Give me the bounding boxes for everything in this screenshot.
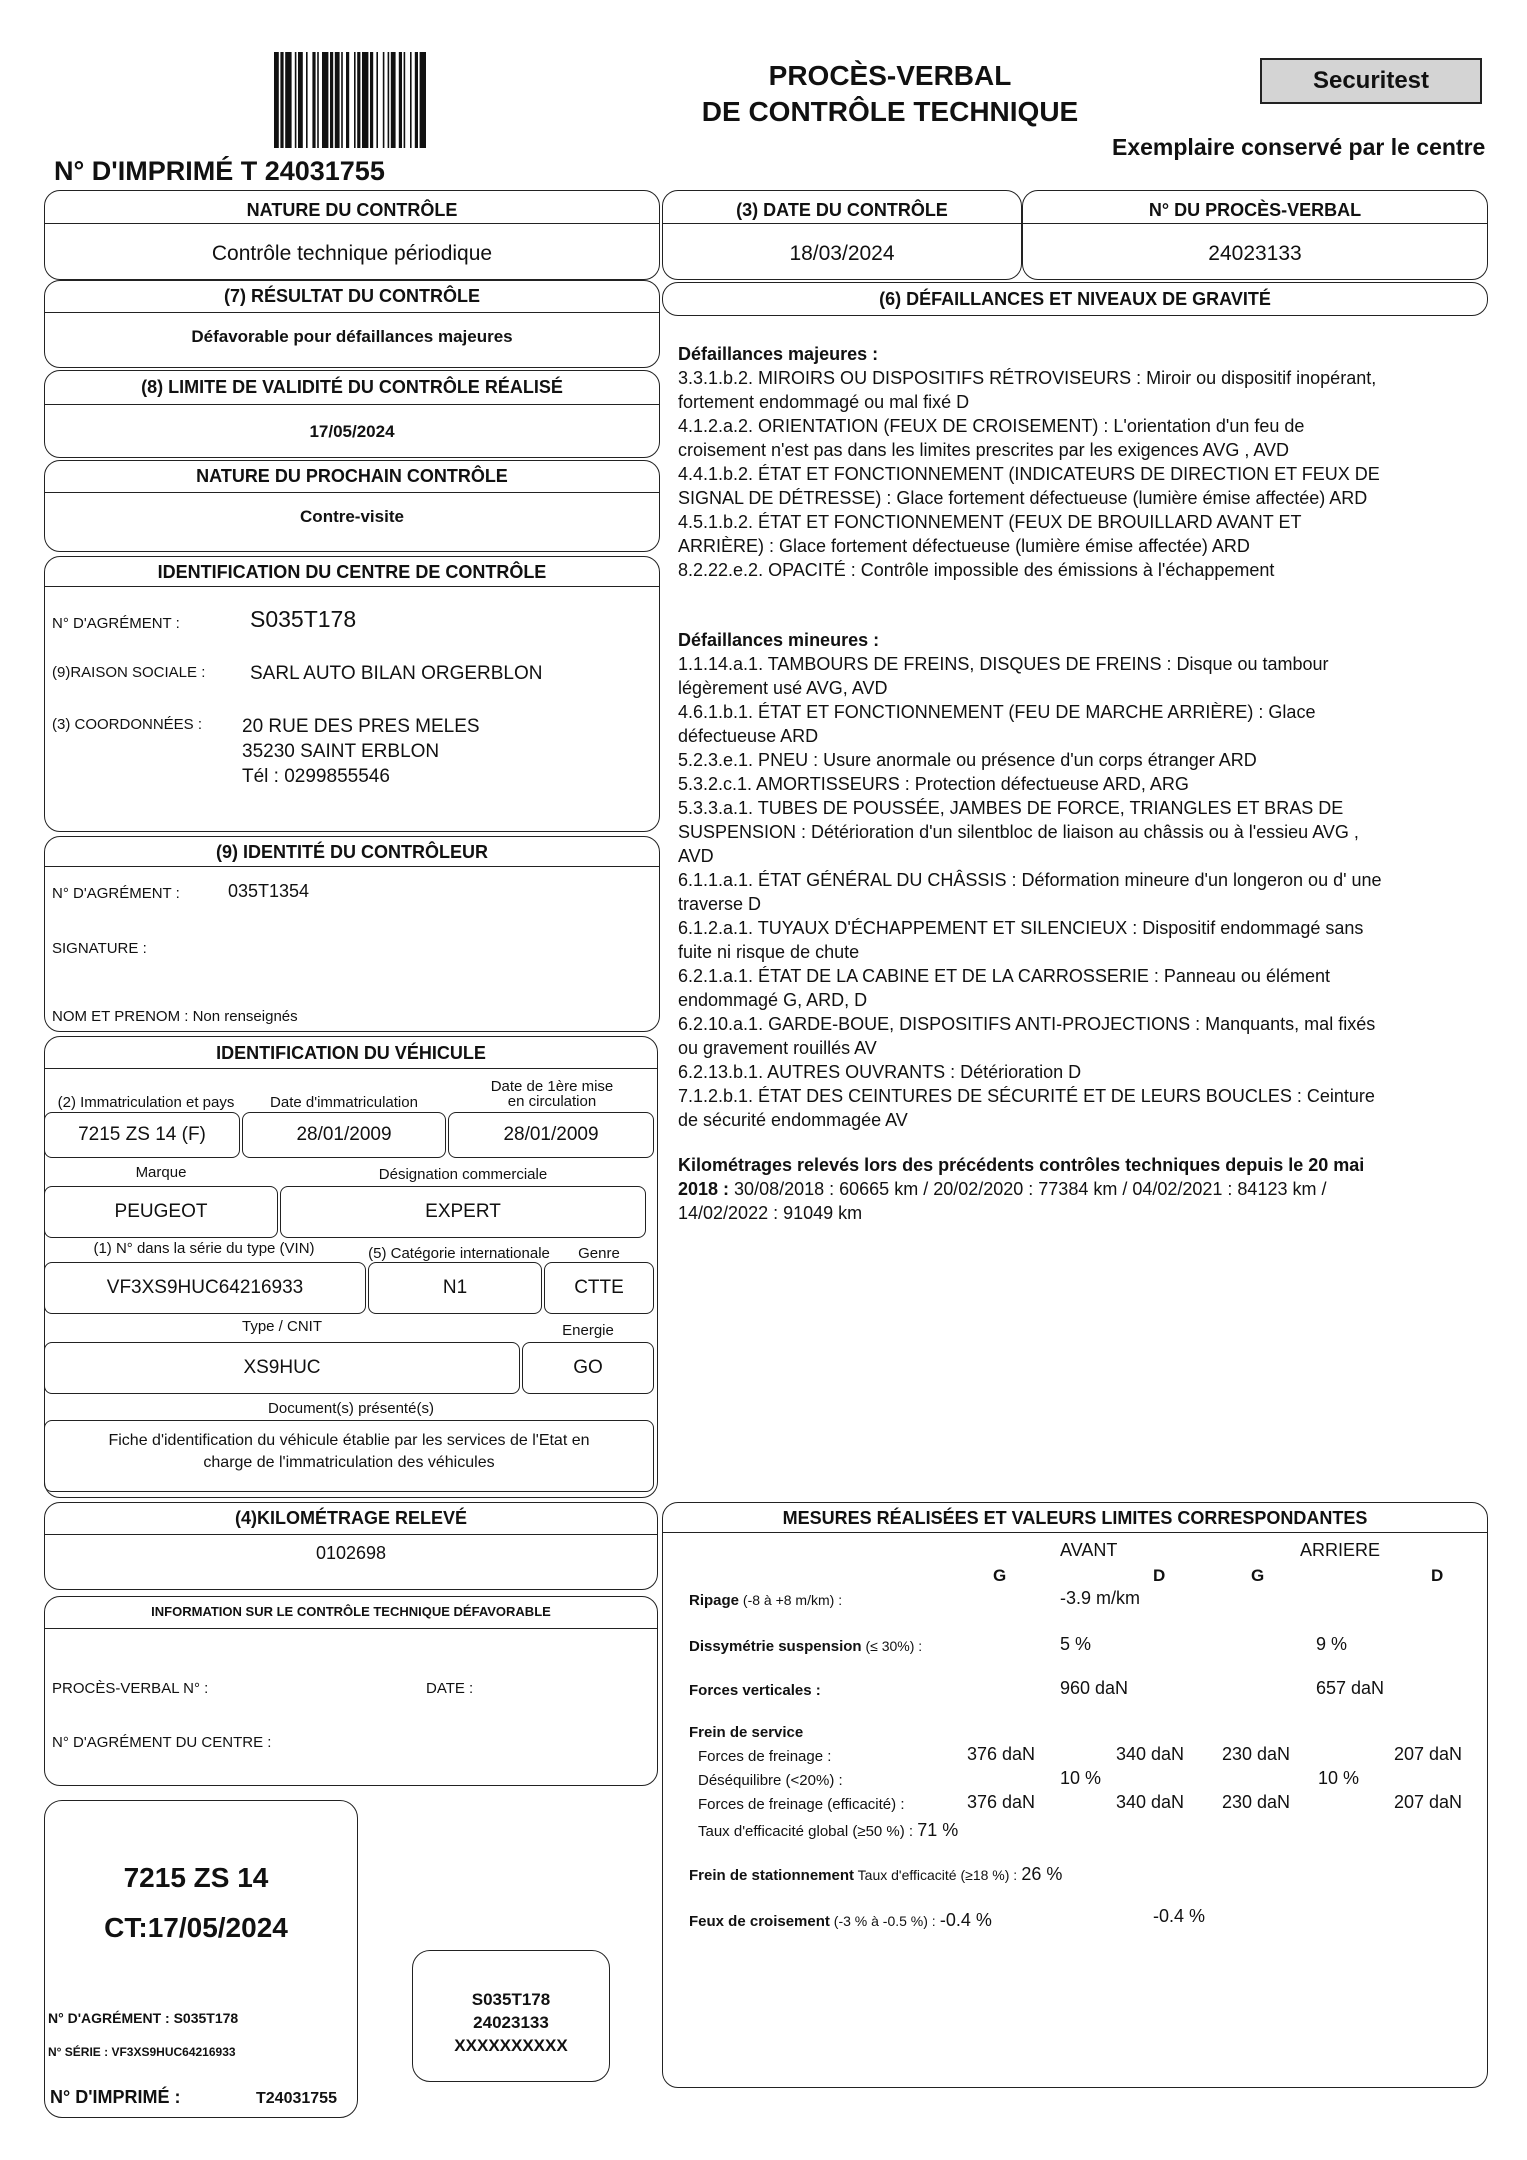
- fv-ar: 657 daN: [1316, 1678, 1385, 1698]
- result-title: (7) RÉSULTAT DU CONTRÔLE: [224, 286, 480, 306]
- ripage-row: Ripage (-8 à +8 m/km) :: [689, 1592, 843, 1609]
- ar-d-label: D: [1431, 1566, 1444, 1585]
- defect-item: 4.4.1.b.2. ÉTAT ET FONCTIONNEMENT (INDICATEURS DE DIRECTION ET FEUX DE SIGNAL DE DÉTRESSE) : Glace fortement défectueuse (lumière émise affectée) ARD: [678, 464, 1380, 508]
- avant-label: AVANT: [1060, 1540, 1118, 1560]
- fc-row: Feux de croisement (-3 % à -0.5 %) : -0.4 %: [689, 1910, 992, 1930]
- defect-item: 4.5.1.b.2. ÉTAT ET FONCTIONNEMENT (FEUX DE BROUILLARD AVANT ET ARRIÈRE) : Glace fortement défectueuse (lumière émise affectée) ARD: [678, 512, 1302, 556]
- defect-item: 5.2.3.e.1. PNEU : Usure anormale ou présence d'un corps étranger ARD: [678, 750, 1257, 770]
- info-agrement-label: N° D'AGRÉMENT DU CENTRE :: [52, 1734, 272, 1751]
- cat-field: N1: [368, 1262, 542, 1314]
- barcode-bar: [354, 52, 356, 148]
- arriere-label: ARRIERE: [1300, 1540, 1381, 1560]
- nature-title: NATURE DU CONTRÔLE: [246, 200, 458, 220]
- controller-name-label: NOM ET PRENOM : Non renseignés: [52, 1008, 298, 1025]
- center-addr1: 20 RUE DES PRES MELES: [242, 716, 480, 737]
- vin-field: VF3XS9HUC64216933: [44, 1262, 366, 1314]
- sticker-plate: 7215 ZS 14: [123, 1862, 269, 1893]
- pv-title: N° DU PROCÈS-VERBAL: [1148, 200, 1362, 220]
- barcode-bar: [404, 52, 406, 148]
- type-field: XS9HUC: [44, 1342, 520, 1394]
- network-badge: Securitest: [1260, 58, 1482, 104]
- docs-line1: Fiche d'identification du véhicule établie par les services de l'Etat en: [108, 1432, 590, 1449]
- date-value: 18/03/2024: [789, 242, 895, 265]
- ff-ard: 207 daN: [1394, 1744, 1463, 1764]
- barcode-bar: [370, 52, 373, 148]
- defect-item: 4.1.2.a.2. ORIENTATION (FEUX DE CROISEMENT) : L'orientation d'un feu de croisement n'est pas dans les limites prescrites par les exigences AVG , AVD: [678, 416, 1305, 460]
- immat-label: (2) Immatriculation et pays: [57, 1094, 235, 1111]
- defect-item: 6.2.10.a.1. GARDE-BOUE, DISPOSITIFS ANTI-PROJECTIONS : Manquants, mal fixés ou gravement rouillés AV: [678, 1014, 1376, 1058]
- fs-label: Frein de service: [689, 1724, 804, 1741]
- defect-item: 3.3.1.b.2. MIROIRS OU DISPOSITIFS RÉTROVISEURS : Miroir ou dispositif inopérant, fortement endommagé ou mal fixé D: [678, 368, 1377, 412]
- center-coord-label: (3) COORDONNÉES :: [52, 716, 203, 733]
- barcode-bar: [362, 52, 368, 148]
- center-tel: Tél : 0299855546: [242, 766, 390, 787]
- km-title: (4)KILOMÉTRAGE RELEVÉ: [234, 1508, 467, 1528]
- info-date-label: DATE :: [426, 1680, 474, 1697]
- sticker: [44, 1800, 358, 2118]
- major-title: Défaillances majeures :: [678, 344, 879, 364]
- first-circ-label2: en circulation: [507, 1093, 597, 1110]
- taux-row: Taux d'efficacité global (≥50 %) : 71 %: [698, 1820, 959, 1840]
- ar-g-label: G: [1251, 1566, 1265, 1585]
- av-g-label: G: [993, 1566, 1007, 1585]
- type-label: Type / CNIT: [241, 1318, 323, 1335]
- controller-title: (9) IDENTITÉ DU CONTRÔLEUR: [216, 842, 488, 862]
- ffe-avg: 376 daN: [967, 1792, 1036, 1812]
- defect-item: 1.1.14.a.1. TAMBOURS DE FREINS, DISQUES DE FREINS : Disque ou tambour légèrement usé AVG, AVD: [678, 654, 1329, 698]
- pv-value: 24023133: [1208, 242, 1302, 265]
- barcode-bar: [322, 52, 328, 148]
- barcode-bar: [388, 52, 390, 148]
- defect-item: 4.6.1.b.1. ÉTAT ET FONCTIONNEMENT (FEU DE MARCHE ARRIÈRE) : Glace défectueuse ARD: [678, 702, 1316, 746]
- barcode-bar: [295, 52, 297, 148]
- date-title: (3) DATE DU CONTRÔLE: [736, 200, 948, 220]
- docs-label: Document(s) présenté(s): [268, 1400, 434, 1417]
- validity-value: 17/05/2024: [309, 422, 395, 441]
- fv-label: Forces verticales :: [689, 1682, 821, 1699]
- defect-item: 6.1.2.a.1. TUYAUX D'ÉCHAPPEMENT ET SILENCIEUX : Dispositif endommagé sans fuite ni risque de chute: [678, 918, 1364, 962]
- defect-item: 8.2.22.e.2. OPACITÉ : Contrôle impossible des émissions à l'échappement: [678, 560, 1275, 580]
- dissy-ar: 9 %: [1316, 1634, 1348, 1654]
- vehicle-title: IDENTIFICATION DU VÉHICULE: [216, 1043, 486, 1063]
- deseq-av: 10 %: [1060, 1768, 1102, 1788]
- date-immat-label: Date d'immatriculation: [270, 1094, 418, 1111]
- immat-field: 7215 ZS 14 (F): [44, 1112, 240, 1158]
- validity-title: (8) LIMITE DE VALIDITÉ DU CONTRÔLE RÉALISÉ: [141, 377, 563, 397]
- defect-item: 5.3.2.c.1. AMORTISSEURS : Protection défectueuse ARD, ARG: [678, 774, 1189, 794]
- av-d-label: D: [1153, 1566, 1166, 1585]
- barcode-bar: [341, 52, 343, 148]
- minor-list: [678, 652, 1390, 1132]
- title-line1: PROCÈS-VERBAL: [768, 60, 1012, 91]
- dissy-av: 5 %: [1060, 1634, 1092, 1654]
- km-value: 0102698: [315, 1543, 387, 1563]
- dissy-row: Dissymétrie suspension (≤ 30%) :: [689, 1638, 923, 1655]
- stamp-line2: 24023133: [473, 2013, 549, 2032]
- barcode-bar: [274, 52, 279, 148]
- designation-field: EXPERT: [280, 1186, 646, 1238]
- ff-arg: 230 daN: [1222, 1744, 1291, 1764]
- barcode-bar: [285, 52, 291, 148]
- imprime-number: N° D'IMPRIMÉ T 24031755: [54, 156, 385, 186]
- ffe-ard: 207 daN: [1394, 1792, 1463, 1812]
- barcode-bar: [415, 52, 418, 148]
- stamp-line3: XXXXXXXXXX: [454, 2036, 568, 2055]
- major-list: [678, 366, 1390, 582]
- center-agrement-label: N° D'AGRÉMENT :: [52, 615, 180, 632]
- ff-avd: 340 daN: [1116, 1744, 1185, 1764]
- genre-label: Genre: [578, 1245, 620, 1262]
- barcode-bar: [330, 52, 333, 148]
- minor-title: Défaillances mineures :: [678, 630, 880, 650]
- ripage-value: -3.9 m/km: [1060, 1588, 1141, 1608]
- barcode-bar: [383, 52, 385, 148]
- barcode-bar: [280, 52, 283, 148]
- stamp-line1: S035T178: [471, 1990, 551, 2009]
- energie-label: Energie: [562, 1322, 614, 1339]
- barcode-bar: [346, 52, 349, 148]
- center-agrement: S035T178: [250, 606, 357, 632]
- center-title: IDENTIFICATION DU CENTRE DE CONTRÔLE: [157, 562, 547, 582]
- defect-item: 6.2.13.b.1. AUTRES OUVRANTS : Détérioration D: [678, 1062, 1082, 1082]
- deseq-label: Déséquilibre (<20%) :: [698, 1772, 843, 1789]
- title-line2: DE CONTRÔLE TECHNIQUE: [701, 96, 1079, 127]
- defect-item: 6.1.1.a.1. ÉTAT GÉNÉRAL DU CHÂSSIS : Déformation mineure d'un longeron ou d' une traverse D: [678, 870, 1382, 914]
- sticker-imprime-label: N° D'IMPRIMÉ :: [50, 2087, 181, 2107]
- result-value: Défavorable pour défaillances majeures: [191, 327, 513, 346]
- first-circ-label1: Date de 1ère mise: [490, 1078, 614, 1095]
- barcode-bar: [357, 52, 360, 148]
- designation-label: Désignation commerciale: [378, 1166, 548, 1183]
- genre-field: CTTE: [544, 1262, 654, 1314]
- km-history-values: 30/08/2018 : 60665 km / 20/02/2020 : 77384 km / 04/02/2021 : 84123 km / 14/02/2022 : 91049 km: [678, 1179, 1327, 1223]
- km-history-title: Kilométrages relevés lors des précédents contrôles techniques depuis le 20 mai 2018 :: [678, 1155, 1365, 1199]
- vin-label: (1) N° dans la série du type (VIN): [93, 1240, 315, 1257]
- fc-d: -0.4 %: [1153, 1906, 1206, 1926]
- ff-label: Forces de freinage :: [698, 1748, 832, 1765]
- marque-field: PEUGEOT: [44, 1186, 278, 1238]
- ff-avg: 376 daN: [967, 1744, 1036, 1764]
- barcode-bar: [312, 52, 315, 148]
- sticker-serie: N° SÉRIE : VF3XS9HUC64216933: [48, 2045, 236, 2059]
- barcode-bar: [306, 52, 308, 148]
- center-box: [44, 556, 660, 832]
- barcode-bar: [420, 52, 426, 148]
- controller-agrement-label: N° D'AGRÉMENT :: [52, 885, 180, 902]
- barcode-bar: [298, 52, 303, 148]
- deseq-ar: 10 %: [1318, 1768, 1360, 1788]
- ffe-avd: 340 daN: [1116, 1792, 1185, 1812]
- center-raison: SARL AUTO BILAN ORGERBLON: [250, 663, 543, 684]
- defects-title: (6) DÉFAILLANCES ET NIVEAUX DE GRAVITÉ: [662, 282, 1488, 316]
- barcode-bar: [410, 52, 412, 148]
- docs-line2: charge de l'immatriculation des véhicules: [203, 1454, 495, 1471]
- defect-item: 6.2.1.a.1. ÉTAT DE LA CABINE ET DE LA CARROSSERIE : Panneau ou élément endommagé G, ARD, D: [678, 966, 1330, 1010]
- marque-label: Marque: [135, 1164, 187, 1181]
- barcode-bar: [399, 52, 402, 148]
- first-circ-field: 28/01/2009: [448, 1112, 654, 1158]
- date-immat-field: 28/01/2009: [242, 1112, 446, 1158]
- defect-item: 7.1.2.b.1. ÉTAT DES CEINTURES DE SÉCURITÉ ET DE LEURS BOUCLES : Ceinture de sécurité endommagée AV: [678, 1086, 1375, 1130]
- sticker-imprime: T24031755: [256, 2090, 337, 2107]
- controller-agrement: 035T1354: [228, 881, 310, 901]
- next-value: Contre-visite: [300, 507, 404, 526]
- info-pv-label: PROCÈS-VERBAL N° :: [52, 1680, 209, 1697]
- ffe-arg: 230 daN: [1222, 1792, 1291, 1812]
- center-raison-label: (9)RAISON SOCIALE :: [52, 664, 206, 681]
- sticker-agrement: N° D'AGRÉMENT : S035T178: [48, 2010, 239, 2026]
- next-title: NATURE DU PROCHAIN CONTRÔLE: [196, 466, 508, 486]
- fv-av: 960 daN: [1060, 1678, 1129, 1698]
- copy-note: Exemplaire conservé par le centre: [1112, 134, 1486, 160]
- nature-value: Contrôle technique périodique: [211, 242, 493, 265]
- cat-label: (5) Catégorie internationale: [368, 1245, 550, 1262]
- barcode: [272, 52, 522, 148]
- sticker-ct: CT:17/05/2024: [104, 1912, 288, 1943]
- measures-title: MESURES RÉALISÉES ET VALEURS LIMITES CORRESPONDANTES: [782, 1508, 1368, 1528]
- barcode-bar: [335, 52, 340, 148]
- barcode-bar: [317, 52, 319, 148]
- signature-label: SIGNATURE :: [52, 940, 147, 957]
- defect-item: 5.3.3.a.1. TUBES DE POUSSÉE, JAMBES DE FORCE, TRIANGLES ET BRAS DE SUSPENSION : Détérioration d'un silentbloc de liaison au châssis ou à l'essieu AVG , AVD: [678, 798, 1359, 866]
- ffe-label: Forces de freinage (efficacité) :: [698, 1796, 905, 1813]
- energie-field: GO: [522, 1342, 654, 1394]
- barcode-bar: [391, 52, 396, 148]
- center-addr2: 35230 SAINT ERBLON: [242, 741, 440, 762]
- barcode-bar: [376, 52, 378, 148]
- info-title: INFORMATION SUR LE CONTRÔLE TECHNIQUE DÉFAVORABLE: [151, 1604, 551, 1619]
- fst-row: Frein de stationnement Taux d'efficacité (≥18 %) : 26 %: [689, 1864, 1063, 1884]
- km-history: [678, 1153, 1390, 1225]
